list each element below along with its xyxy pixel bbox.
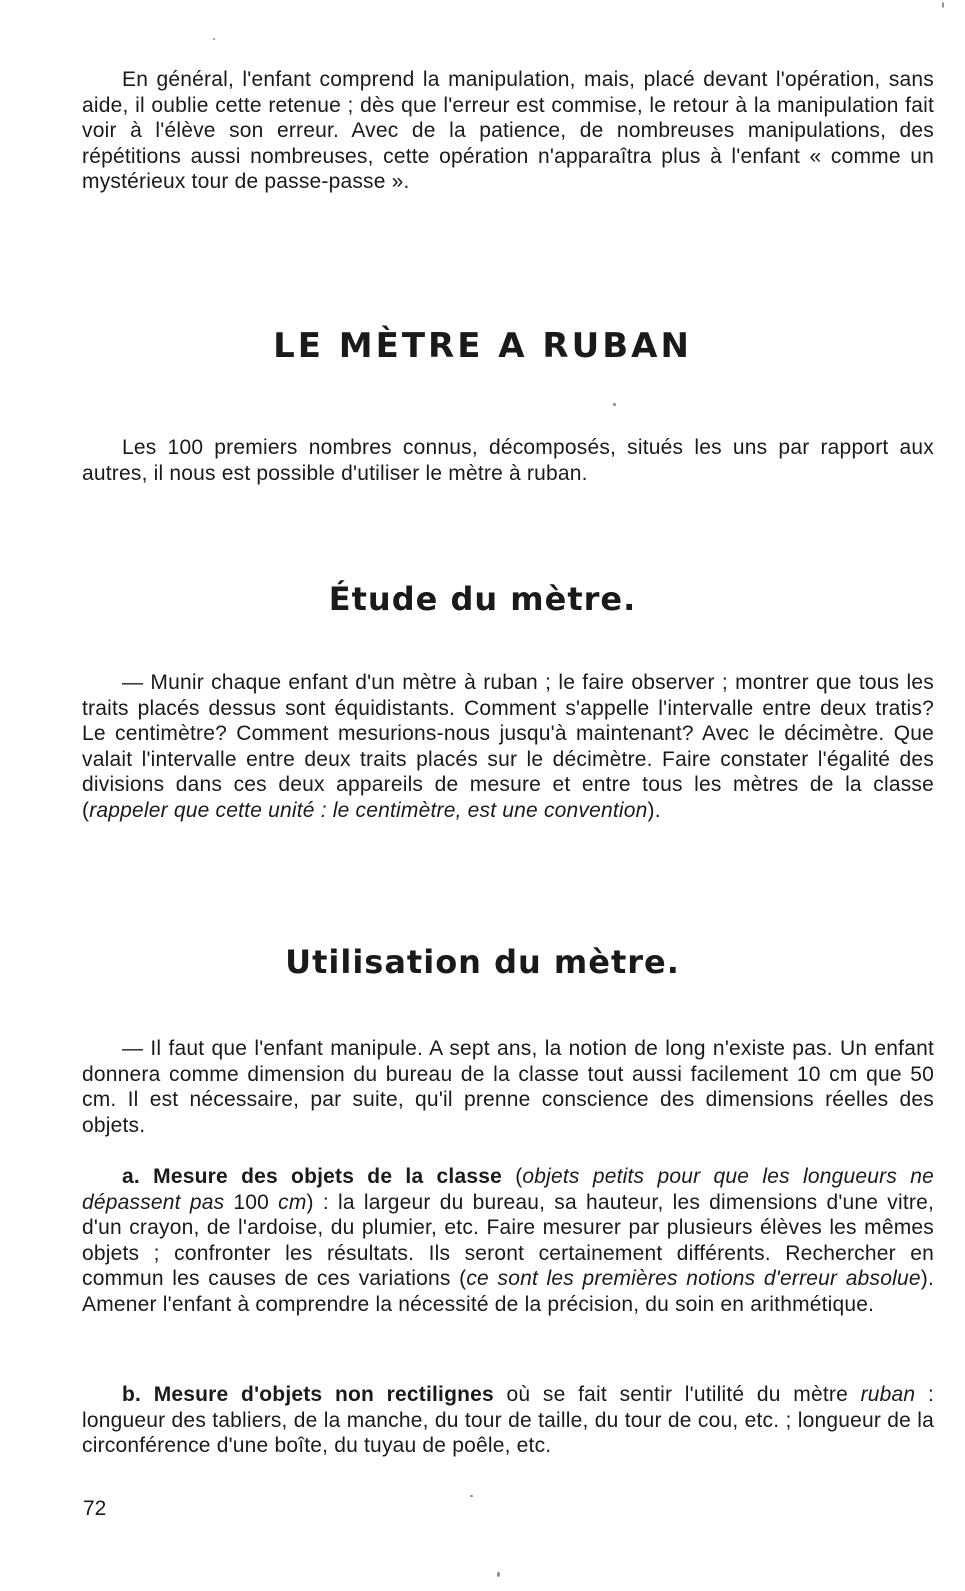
paper-speck — [497, 1572, 500, 1577]
paper-speck — [942, 2, 944, 8]
paragraph-retenue-text: En général, l'enfant comprend la manipulation, mais, placé devant l'opération, sans aide, il oublie cette retenue ; dès que l'erreur est commise, le retour à la manipulation fait voir à l'élève son erreur. Avec de la patience, de nombreuses manipulations, des répétitions aussi nombreuses, cette opération n'apparaîtra plus à l'enfant « comme un mystérieux tour de passe-passe ». — [82, 68, 934, 194]
paragraph-mesure-a-part: ( — [501, 1165, 523, 1188]
paragraph-etude — [82, 670, 934, 824]
page-number: 72 — [83, 1497, 107, 1520]
paragraph-mesure-a-italic: cm — [278, 1190, 307, 1214]
paragraph-intro — [82, 435, 934, 486]
paragraph-mesure-a-part: ) : la largeur du bureau, sa hauteur, les dimensions d'une vitre, d'un crayon, de l'ardoise, du plumier, etc. Faire mesurer par plusieurs élèves les mêmes objets ; confronter les résultats. Ils seront certainement différents. Rechercher en commun les causes de ces variations ( — [82, 1190, 934, 1291]
paragraph-etude-italic: rappeler que cette unité : le centimètre, est une convention — [89, 798, 648, 822]
paragraph-etude-end: ). — [647, 798, 661, 822]
paragraph-mesure-a — [82, 1164, 934, 1318]
section-heading-utilisation: Utilisation du mètre. — [285, 943, 680, 981]
paper-speck — [470, 1495, 473, 1497]
paragraph-mesure-a-italic: objets petits pour que les longueurs ne dépassent pas — [82, 1165, 934, 1214]
paragraph-mesure-a-heading: a. Mesure des objets de la classe — [122, 1165, 502, 1188]
paragraph-mesure-a-italic: ce sont les premières notions d'erreur absolue — [466, 1267, 921, 1291]
paragraph-etude-text: — Munir chaque enfant d'un mètre à ruban ; le faire observer ; montrer que tous les traits placés dessus sont équidistants. Comment s'appelle l'intervalle entre deux tratis? Le centimètre? Comment mesurions-nous jusqu'à maintenant? Avec le décimètre. Que valait l'intervalle entre deux traits placés sur le décimètre. Faire constater l'égalité des divisions dans ces deux appareils de mesure et entre tous les mètres de la classe ( — [82, 671, 934, 822]
paragraph-retenue — [82, 67, 934, 195]
section-heading-etude: Étude du mètre. — [328, 580, 637, 618]
paragraph-mesure-b-part: : longueur des tabliers, de la manche, du tour de taille, du tour de cou, etc. ; longueur de la circonférence d'une boîte, du tuyau de poêle, etc. — [82, 1383, 934, 1458]
paragraph-mesure-b-part: où se fait sentir l'utilité du mètre — [493, 1383, 861, 1406]
paragraph-mesure-b-italic: ruban — [860, 1383, 916, 1406]
paragraph-mesure-a-part: ). Amener l'enfant à comprendre la nécessité de la précision, du soin en arithmétique. — [82, 1267, 934, 1316]
paragraph-utilisation — [82, 1036, 934, 1138]
paper-speck — [613, 403, 616, 406]
paragraph-mesure-a-part: 100 — [224, 1190, 279, 1214]
chapter-title: LE MÈTRE A RUBAN — [273, 326, 692, 366]
paragraph-intro-text: Les 100 premiers nombres connus, décomposés, situés les uns par rapport aux autres, il nous est possible d'utiliser le mètre à ruban. — [82, 436, 934, 485]
paper-speck — [213, 38, 215, 40]
paragraph-mesure-b-heading: b. Mesure d'objets non rectilignes — [122, 1383, 494, 1406]
paragraph-utilisation-text: — Il faut que l'enfant manipule. A sept ans, la notion de long n'existe pas. Un enfant donnera comme dimension du bureau de la classe tout aussi facilement 10 cm que 50 cm. Il est nécessaire, par suite, qu'il prenne conscience des dimensions réelles des objets. — [82, 1037, 934, 1137]
paragraph-mesure-b — [82, 1382, 934, 1459]
